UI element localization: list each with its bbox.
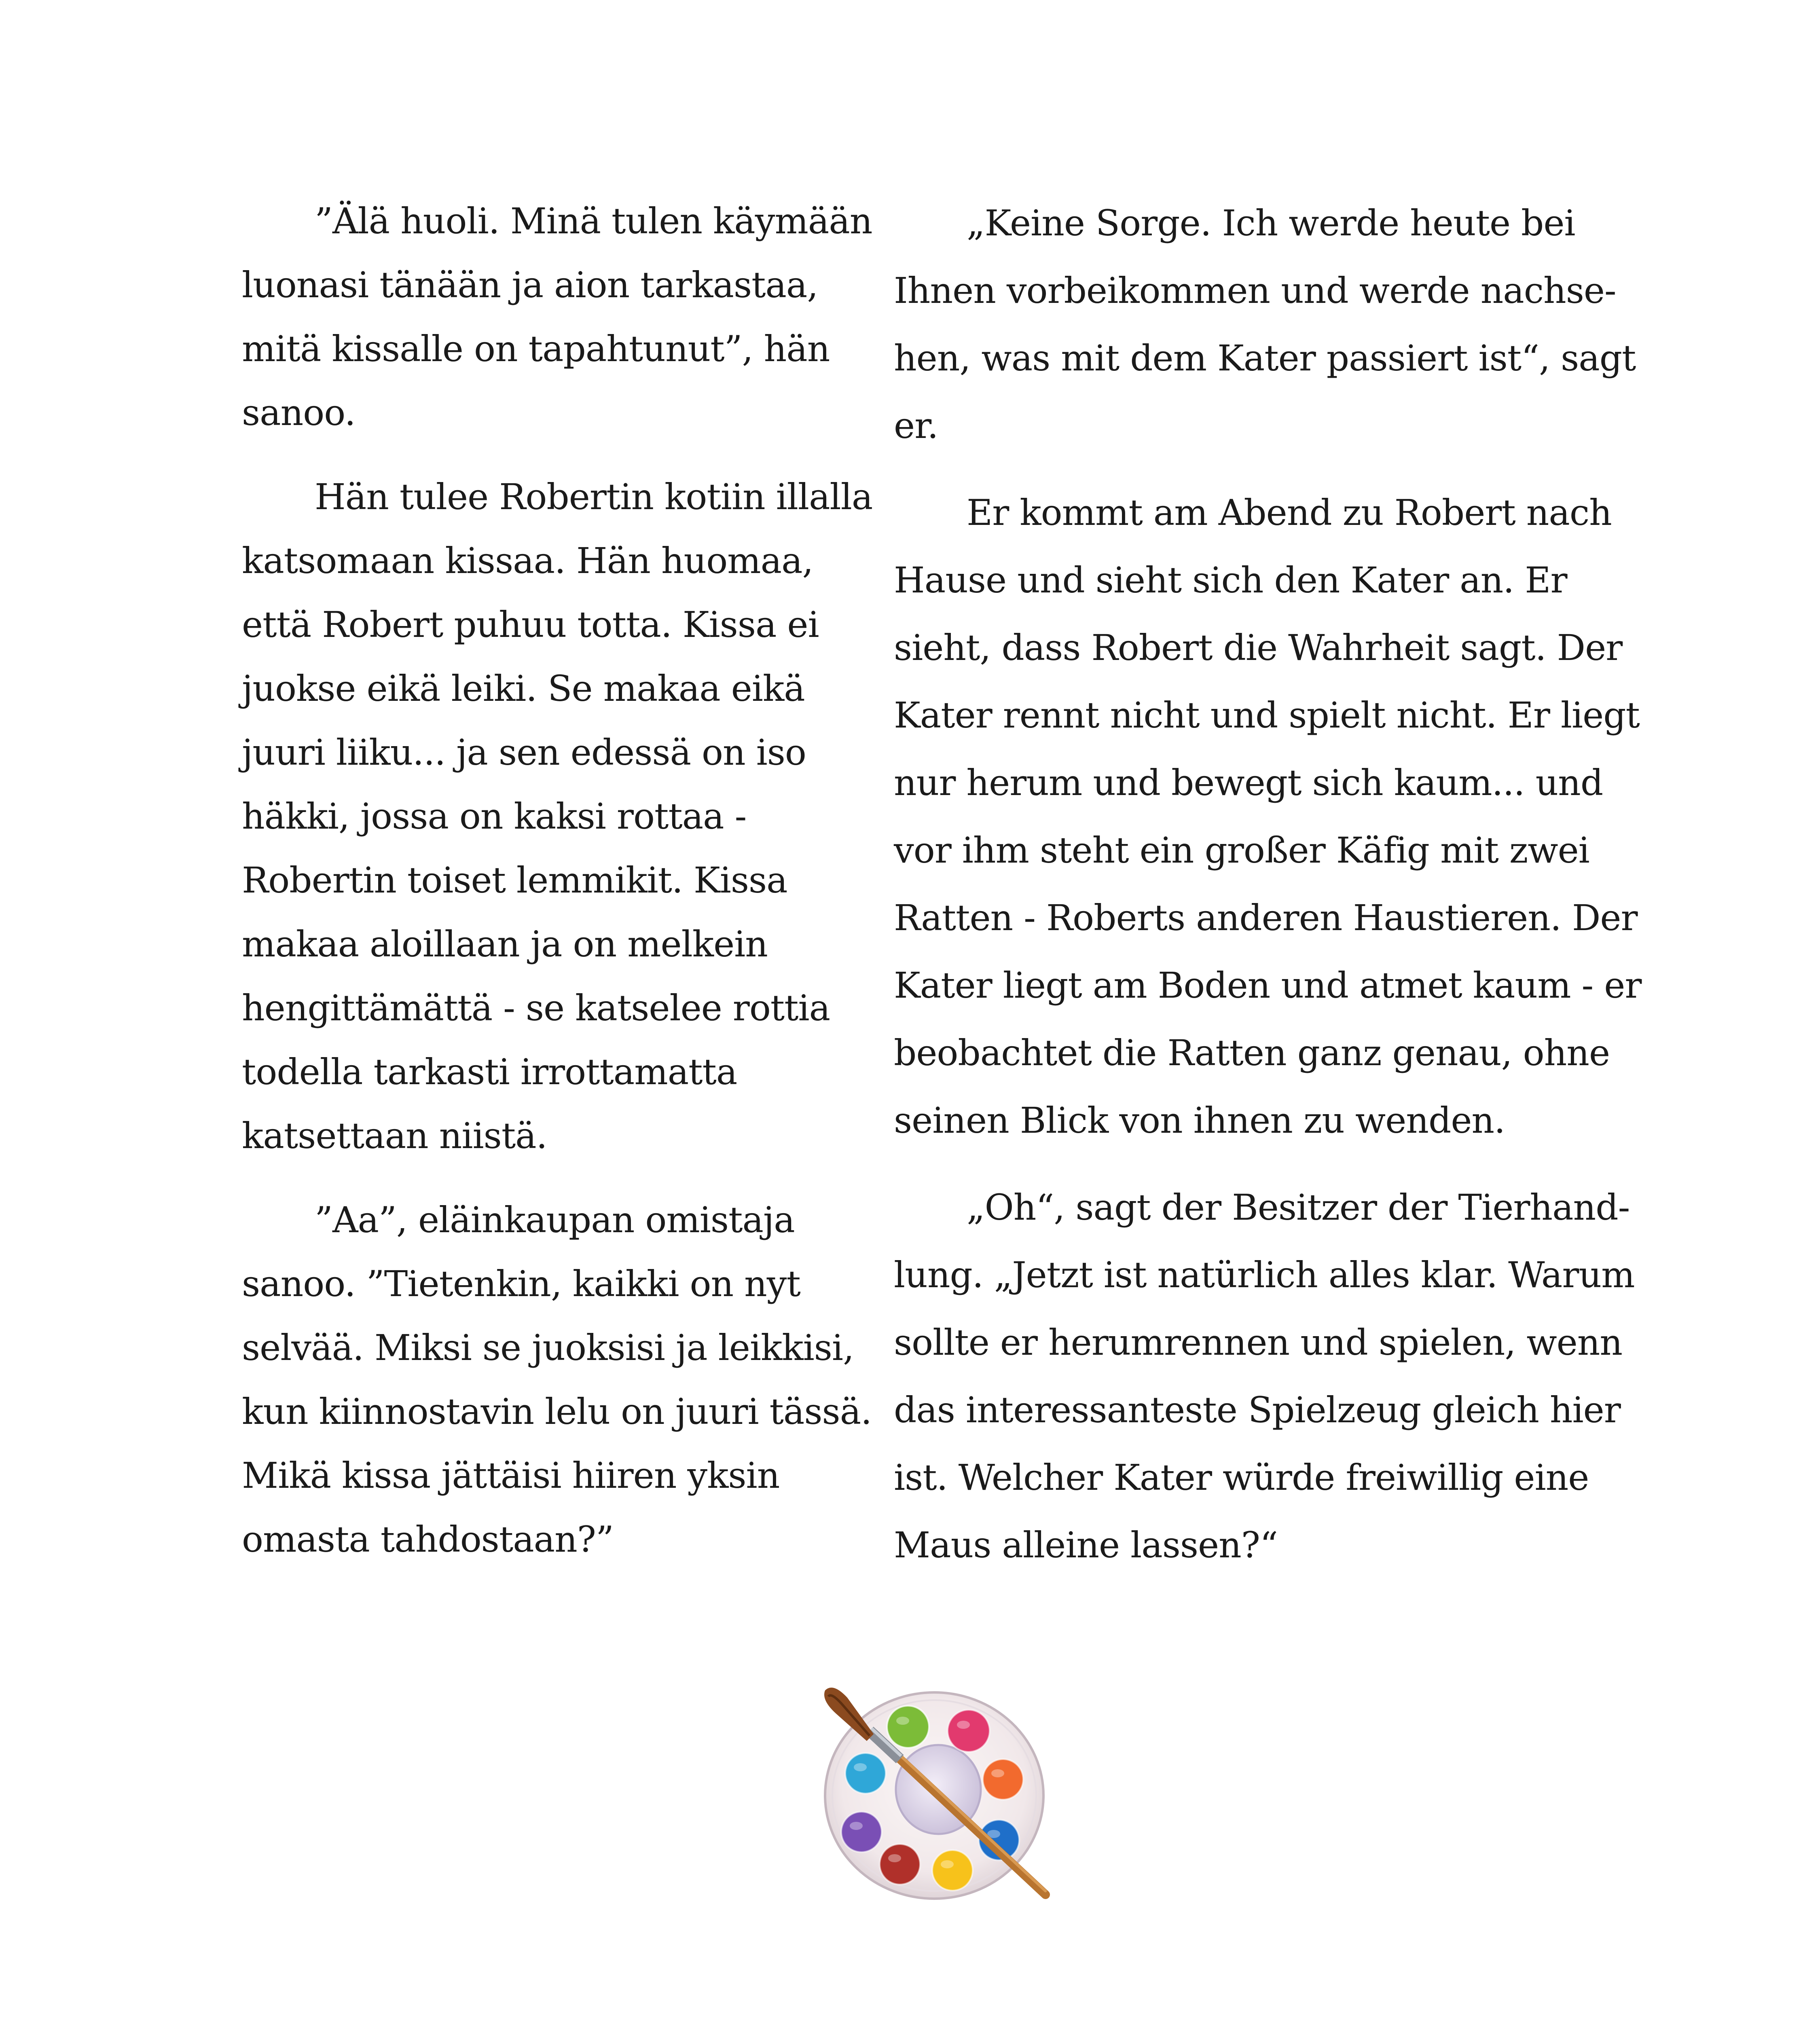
text-line: seinen Blick von ihnen zu wenden. [894,1100,1505,1141]
text-line: nur herum und bewegt sich kaum... und [894,762,1603,804]
text-line: Hause und sieht sich den Kater an. Er [894,559,1567,601]
text-line: Er kommt am Abend zu Robert nach [967,492,1612,533]
text-line: katsomaan kissaa. Hän huomaa, [242,540,813,582]
text-line: Kater rennt nicht und spielt nicht. Er liegt [894,694,1640,736]
text-line: lung. „Jetzt ist natürlich alles klar. Warum [894,1254,1635,1296]
text-line: luonasi tänään ja aion tarkastaa, [242,264,818,306]
text-line: Hän tulee Robertin kotiin illalla [315,476,873,518]
text-line: todella tarkasti irrottamatta [242,1051,737,1093]
finnish-text-column [242,189,873,1571]
german-text-column [894,189,1642,1579]
text-line: er. [894,405,938,446]
text-line: ”Aa”, eläinkaupan omistaja [315,1199,795,1241]
text-line: hen, was mit dem Kater passiert ist“, sagt [894,337,1636,379]
text-line: Maus alleine lassen?“ [894,1524,1278,1566]
text-line: kun kiinnostavin lelu on juuri tässä. [242,1391,872,1432]
text-line: „Keine Sorge. Ich werde heute bei [967,202,1575,244]
text-line: että Robert puhuu totta. Kissa ei [242,604,819,645]
paragraph [894,1174,1635,1579]
text-line: sanoo. [242,392,356,434]
text-line: Kater liegt am Boden und atmet kaum - er [894,964,1642,1006]
paragraph [242,1188,873,1571]
text-line: katsettaan niistä. [242,1115,547,1157]
text-line: das interessanteste Spielzeug gleich hier [894,1389,1621,1431]
text-line: Ratten - Roberts anderen Haustieren. Der [894,897,1638,939]
text-line: sieht, dass Robert die Wahrheit sagt. Der [894,627,1623,668]
paragraph [894,189,1636,459]
text-line: makaa aloillaan ja on melkein [242,923,768,965]
text-line: häkki, jossa on kaksi rottaa - [242,795,747,837]
text-line: Mikä kissa jättäisi hiiren yksin [242,1455,780,1496]
text-line: omasta tahdostaan?” [242,1519,614,1560]
text-line: Ihnen vorbeikommen und werde nachse- [894,270,1616,311]
text-line: mitä kissalle on tapahtunut”, hän [242,328,830,370]
paragraph [242,189,873,445]
text-line: hengittämättä - se katselee rottia [242,987,830,1029]
text-line: sollte er herumrennen und spielen, wenn [894,1322,1623,1363]
text-line: Robertin toiset lemmikit. Kissa [242,859,787,901]
text-line: vor ihm steht ein großer Käfig mit zwei [894,829,1589,871]
text-line: „Oh“, sagt der Besitzer der Tierhand- [967,1187,1630,1228]
paragraph [894,479,1642,1154]
text-line: selvää. Miksi se juoksisi ja leikkisi, [242,1327,854,1368]
paragraph [242,465,873,1168]
paint-palette-icon [809,1670,1060,1913]
text-line: ”Älä huoli. Minä tulen käymään [315,200,872,242]
text-line: ist. Welcher Kater würde freiwillig eine [894,1457,1589,1498]
text-line: sanoo. ”Tietenkin, kaikki on nyt [242,1263,800,1305]
text-line: beobachtet die Ratten ganz genau, ohne [894,1032,1610,1074]
text-line: juuri liiku... ja sen edessä on iso [242,732,806,773]
text-line: juokse eikä leiki. Se makaa eikä [242,668,805,709]
